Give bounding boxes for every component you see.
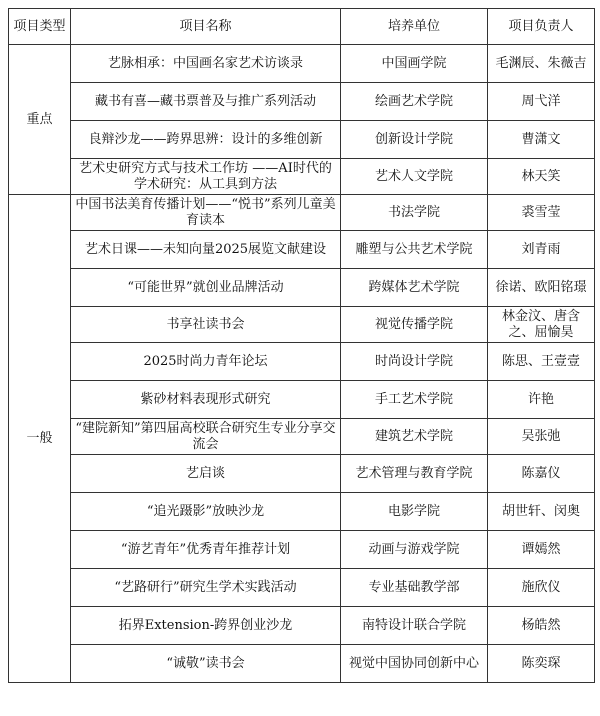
table-row (9, 455, 595, 493)
project-table (8, 8, 595, 683)
project-leader: 裘雪莹 (488, 195, 595, 231)
project-name: 拓界Extension-跨界创业沙龙 (71, 607, 341, 645)
project-name: “可能世界”就创业品牌活动 (71, 269, 341, 307)
header-row (9, 9, 595, 45)
project-name: “诚敬”读书会 (71, 645, 341, 683)
project-leader: 胡世轩、闵奥 (488, 493, 595, 531)
project-unit: 建筑艺术学院 (341, 419, 488, 455)
project-leader: 施欣仪 (488, 569, 595, 607)
project-unit: 南特设计联合学院 (341, 607, 488, 645)
project-name: 艺启谈 (71, 455, 341, 493)
project-leader: 吴张弛 (488, 419, 595, 455)
table-row (9, 195, 595, 231)
project-name: 艺术日课——未知向量2025展览文献建设 (71, 231, 341, 269)
table-row (9, 159, 595, 195)
project-leader: 刘青雨 (488, 231, 595, 269)
project-name: 紫砂材料表现形式研究 (71, 381, 341, 419)
table-row (9, 531, 595, 569)
project-leader: 陈嘉仪 (488, 455, 595, 493)
project-unit: 专业基础教学部 (341, 569, 488, 607)
project-leader: 林金汶、唐含之、屈愉昊 (488, 307, 595, 343)
project-leader: 徐诺、欧阳铭璟 (488, 269, 595, 307)
project-name: 2025时尚力青年论坛 (71, 343, 341, 381)
project-leader: 周弋洋 (488, 83, 595, 121)
table-row (9, 645, 595, 683)
table-row (9, 83, 595, 121)
project-leader: 陈奕琛 (488, 645, 595, 683)
table-row (9, 269, 595, 307)
table-row (9, 419, 595, 455)
project-unit: 绘画艺术学院 (341, 83, 488, 121)
project-leader: 杨皓然 (488, 607, 595, 645)
header-unit: 培养单位 (341, 9, 488, 45)
table-row (9, 307, 595, 343)
project-unit: 动画与游戏学院 (341, 531, 488, 569)
project-name: 藏书有喜—藏书票普及与推广系列活动 (71, 83, 341, 121)
project-leader: 曹潇文 (488, 121, 595, 159)
project-unit: 视觉中国协同创新中心 (341, 645, 488, 683)
project-name: 中国书法美育传播计划——“悦书”系列儿童美育读本 (71, 195, 341, 231)
project-leader: 毛渊辰、朱薇吉 (488, 45, 595, 83)
project-unit: 时尚设计学院 (341, 343, 488, 381)
project-unit: 手工艺术学院 (341, 381, 488, 419)
project-name: 艺术史研究方式与技术工作坊 ——AI时代的学术研究：从工具到方法 (71, 159, 341, 195)
project-unit: 雕塑与公共艺术学院 (341, 231, 488, 269)
project-unit: 视觉传播学院 (341, 307, 488, 343)
project-leader: 林天笑 (488, 159, 595, 195)
project-unit: 创新设计学院 (341, 121, 488, 159)
header-type: 项目类型 (9, 9, 71, 45)
table-row (9, 569, 595, 607)
project-name: 艺脉相承：中国画名家艺术访谈录 (71, 45, 341, 83)
table-row (9, 231, 595, 269)
table-row (9, 381, 595, 419)
project-unit: 电影学院 (341, 493, 488, 531)
project-unit: 跨媒体艺术学院 (341, 269, 488, 307)
project-name: “追光蹑影”放映沙龙 (71, 493, 341, 531)
table-row (9, 45, 595, 83)
project-name: “建院新知”第四届高校联合研究生专业分享交流会 (71, 419, 341, 455)
project-unit: 艺术人文学院 (341, 159, 488, 195)
project-name: 书享社读书会 (71, 307, 341, 343)
project-unit: 艺术管理与教育学院 (341, 455, 488, 493)
project-name: “艺路研行”研究生学术实践活动 (71, 569, 341, 607)
project-name: 良辩沙龙——跨界思辨：设计的多维创新 (71, 121, 341, 159)
table-row (9, 121, 595, 159)
group-type-key: 重点 (9, 45, 71, 195)
project-name: “游艺青年”优秀青年推荐计划 (71, 531, 341, 569)
table-row (9, 493, 595, 531)
project-leader: 陈思、王壹壹 (488, 343, 595, 381)
group-type-general: 一般 (9, 195, 71, 683)
table-row (9, 607, 595, 645)
project-leader: 许艳 (488, 381, 595, 419)
table-row (9, 343, 595, 381)
project-unit: 书法学院 (341, 195, 488, 231)
project-leader: 谭嫣然 (488, 531, 595, 569)
header-leader: 项目负责人 (488, 9, 595, 45)
project-unit: 中国画学院 (341, 45, 488, 83)
header-name: 项目名称 (71, 9, 341, 45)
